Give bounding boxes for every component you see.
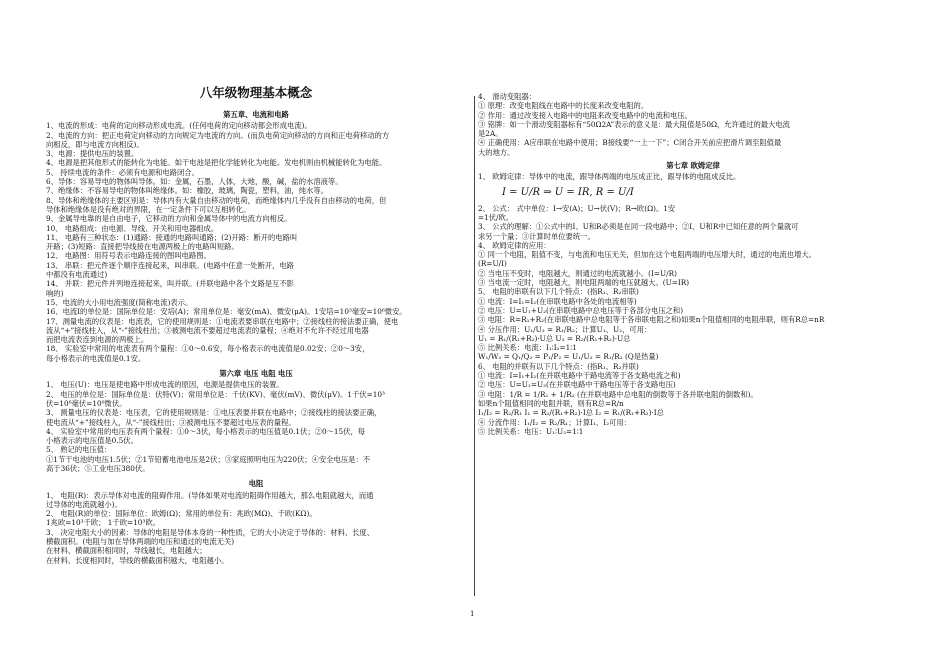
text-line: 7、绝缘体：不容易导电的物体叫绝缘体。如：橡胶，玻璃，陶瓷，塑料，油，纯水等。: [46, 186, 328, 196]
text-line: 3、 决定电阻大小的因素：导体的电阻是导体本身的一种性质，它的大小决定于导体的：材料、长度、: [46, 527, 375, 537]
text-line: 6、 电阻的并联有以下几个特点：(指R₁、R₂并联): [478, 361, 639, 371]
text-line: ③ 电阻：R=R₁+R₂(在串联电路中总电阻等于各串联电阻之和)如果n个阻值相同的电阻串联，则有R总=nR: [478, 315, 825, 325]
text-line: 1、电流的形成：电荷的定向移动形成电流。(任何电荷的定向移动都会形成电流)。: [46, 121, 312, 131]
text-line: I₁/I₂ = R₂/R₁ I₁ = R₂/(R₁+R₂)·I总 I₂ = R₁/(R₁+R₂)·I总: [478, 408, 664, 418]
left-column: [46, 86, 466, 565]
text-line: W₁/W₂ = Q₁/Q₂ = P₁/P₂ = U₁/U₂ = R₁/R₂ (Q是热量): [478, 352, 659, 362]
text-line: ③ 铭牌：如一个滑动变阻器标有“50Ω2A”表示的意义是：最大阻值是50Ω，允许通过的最大电流: [478, 119, 790, 129]
text-line: 8、导体和绝缘体的主要区别是：导体内有大量自由移动的电荷，而绝缘体内几乎没有自由移动的电荷，但: [46, 195, 387, 205]
text-line: ① 同一个电阻，阻值不变，与电流和电压无关，但加在这个电阻两端的电压增大时，通过的电流也增大。: [478, 250, 816, 260]
text-line: ④ 分压作用：U₁/U₂ = R₁/R₂；计算U₁、U₂，可用：: [478, 324, 652, 334]
text-line: 6、导体：容易导电的物体叫导体。如：金属，石墨，人体，大地，酸，碱，盐的水溶液等。: [46, 177, 343, 187]
resistance-heading: 电阻: [248, 479, 264, 489]
text-line: 5、 熟记的电压值：: [46, 445, 112, 455]
chapter-5-heading: 第五章、电流和电路: [223, 110, 289, 119]
text-line: 2、电流的方向：把正电荷定向移动的方向规定为电流的方向。(而负电荷定向移动的方向和正电荷移动的方: [46, 130, 390, 140]
chapter-6-body: [46, 380, 466, 473]
text-line: 伏=10⁶毫伏=10⁹微伏。: [46, 398, 127, 408]
text-line: 11、 电路有三种状态：(1)通路：接通的电路叫通路；(2)开路：断开的电路叫: [46, 232, 298, 242]
text-line: 4、 滑动变阻器：: [478, 92, 537, 101]
chapter-5-body: [46, 121, 466, 363]
text-line: ③ 当电流一定时，电阻越大，则电阻两端的电压就越大。(U=IR): [478, 278, 690, 288]
text-line: ④ 分流作用：I₁/I₂ = R₂/R₁；计算I₁、I₂可用：: [478, 417, 631, 427]
text-line: 2、 公式： 式中单位：I→安(A)；U→伏(V)；R→欧(Ω)。1安: [478, 203, 676, 213]
text-line: 14、 并联：把元件并列地连接起来，叫并联。(并联电路中各个支路是互不影: [46, 279, 294, 289]
text-line: 15、电流的大小用电流强度(简称电流)表示。: [46, 297, 193, 307]
text-line: 18、 实验室中常用的电流表有两个量程：①0～0.6安，每小格表示的电流值是0.02安；②0～3安，: [46, 344, 370, 354]
text-line: 5、 电阻的串联有以下几个特点：(指R₁、R₂串联): [478, 287, 639, 297]
text-line: 1兆欧=10³千欧； 1千欧=10³欧。: [46, 518, 160, 528]
text-line: ⑤ 比例关系：电压：U₁∶U₂=1∶1: [478, 426, 584, 436]
text-line: 小格表示的电压值是0.5伏。: [46, 436, 138, 446]
text-line: (R=U/I): [478, 259, 507, 269]
text-line: 4、 实验室中常用的电压表有两个量程：①0～3伏，每小格表示的电压值是0.1伏；②0～15伏，每: [46, 426, 366, 436]
ohm-law-statement: [478, 172, 908, 181]
text-line: 使电流从“+”接线柱入，从“-”接线柱出；③被测电压不要超过电压表的量程。: [46, 417, 296, 427]
text-line: ③ 电阻：1/R = 1/R₁ + 1/R₂ (在并联电路中总电阻的倒数等于各并联电阻的倒数和)。: [478, 389, 758, 399]
document-title: 八年级物理基本概念: [199, 85, 313, 100]
text-line: 横截面积。(电阻与加在导体两端的电压和通过的电流无关): [46, 537, 235, 547]
text-line: 5、 持续电流的条件：必须有电源和电路闭合。: [46, 167, 199, 177]
text-line: 16、电流I的单位是：国际单位是：安培(A)；常用单位是：毫安(mA)、微安(μA)。1安培=10³毫安=10⁶微安。: [46, 307, 407, 317]
text-line: 在材料、长度相同时，导线的横截面积越大，电阻越小。: [46, 555, 229, 565]
text-line: 而把电流表连到电源的两极上。: [46, 335, 149, 345]
text-line: 过导体的电流就越小)。: [46, 499, 122, 509]
text-line: 13、 串联：把元件逐个顺序连接起来，叫串联。(电路中任意一处断开，电路: [46, 260, 294, 270]
text-line: ① 原理：改变电阻线在电路中的长度来改变电阻的。: [478, 101, 649, 111]
text-line: 响的): [46, 288, 64, 298]
ohm-law-body: [478, 204, 908, 436]
text-line: 如果n个阻值相同的电阻并联，则有R总=R/n: [478, 398, 624, 408]
text-line: 1、 电压(U)：电压是使电路中形成电流的原因，电源是提供电压的装置。: [46, 380, 284, 390]
right-column: [478, 92, 908, 436]
chapter-7-heading: 第七章 欧姆定律: [666, 161, 720, 171]
text-line: =1伏/欧。: [478, 212, 514, 222]
text-line: U₁ = R₁/(R₁+R₂)·U总 U₂ = R₂/(R₁+R₂)·U总: [478, 333, 631, 343]
text-line: ② 当电压不变时，电阻越大，则通过的电流就越小。(I=U/R): [478, 268, 677, 278]
text-line: ② 电压：U=U₁+U₂(在串联电路中总电压等于各部分电压之和): [478, 305, 684, 315]
text-line: 4、电源是把其他形式的能转化为电能。如干电池是把化学能转化为电能。发电机则由机械能转化为电能。: [46, 158, 387, 168]
text-line: 3、 公式的理解：①公式中的I、U和R必须是在同一段电路中；②I、U和R中已知任意的两个量就可: [478, 222, 799, 232]
text-line: 高于36伏；⑤工业电压380伏。: [46, 463, 150, 473]
text-line: 是2A。: [478, 129, 503, 139]
text-line: 在材料、横截面积相同时，导线越长，电阻越大；: [46, 546, 207, 556]
text-line: 每小格表示的电流值是0.1安。: [46, 353, 146, 363]
ohm-law-formula: I = U/R ⇒ U = IR, R = U/I: [502, 186, 634, 198]
text-line: 12、 电路图：用符号表示电路连接的图叫电路图。: [46, 251, 211, 261]
text-line: 开路；(3)短路：直接把导线接在电源两极上的电路叫短路。: [46, 242, 239, 252]
text-line: ①1节干电池的电压1.5伏；②1节铅蓄电池电压是2伏；③家庭照明电压为220伏；④安全电压是：不: [46, 454, 371, 464]
chapter-6-heading: 第六章 电压 电阻 电压: [219, 369, 293, 379]
text-line: ② 作用：通过改变接入电路中的电阻来改变电路中的电流和电压。: [478, 110, 692, 120]
text-line: 9、金属导电靠的是自由电子，它移动的方向和金属导体中的电流方向相反。: [46, 214, 292, 224]
column-divider: [474, 96, 475, 596]
text-line: 10、 电路组成：由电源、导线、开关和用电器组成。: [46, 223, 219, 233]
page-number: 1: [470, 610, 475, 618]
text-line: ② 电压：U=U₁=U₂(在并联电路中干路电压等于各支路电压): [478, 380, 676, 390]
text-line: ① 电流：I=I₁=I₂(在串联电路中各处的电流相等): [478, 296, 637, 306]
text-line: 1、 电阻(R)：表示导体对电流的阻碍作用。(导体如果对电流的阻碍作用越大，那么电阻就越大，而通: [46, 490, 374, 500]
text-line: 中都没有电流通过): [46, 270, 108, 280]
resistance-body: [46, 491, 466, 565]
text-line: 大的地方。: [478, 147, 515, 157]
text-line: 向相反，即与电流方向相反)。: [46, 139, 144, 149]
text-line: 3、电源：提供电压的装置。: [46, 149, 139, 159]
text-line: ⑤ 比例关系：电流：I₁∶I₂=1∶1: [478, 343, 577, 353]
rheostat-section: [478, 92, 908, 157]
text-line: 17、测量电流的仪表是：电流表，它的使用规则是：①电流表要串联在电路中；②接线柱的接法要正确，使电: [46, 316, 399, 326]
text-line: 求另一个量；③计算时单位要统一。: [478, 231, 595, 241]
text-line: ① 电流：I=I₁+I₂(在并联电路中干路电流等于各支路电流之和): [478, 371, 681, 381]
text-line: 流从“+”接线柱入，从“-”接线柱出；③被测电流不要超过电流表的量程；④绝对不允许不经过用电器: [46, 325, 369, 335]
text-line: 1、 欧姆定律：导体中的电流，跟导体两端的电压成正比，跟导体的电阻成反比。: [478, 172, 741, 182]
text-line: 导体和绝缘体是没有绝对的界限，在一定条件下可以互相转化。: [46, 204, 251, 214]
text-line: 2、 电阻(R)的单位：国际单位：欧姆(Ω)；常用的单位有：兆欧(MΩ)、千欧(KΩ)。: [46, 509, 317, 519]
text-line: 3、 测量电压的仪表是：电压表，它的使用规则是：①电压表要并联在电路中；②接线柱的接法要正确，: [46, 408, 382, 418]
text-line: ④ 正确使用：A应串联在电路中使用；B接线要“一上一下”；C闭合开关前应把滑片调至阻值最: [478, 138, 782, 148]
text-line: 2、 电压的单位是：国际单位是：伏特(V)；常用单位是：千伏(KV)、毫伏(mV)、微伏(μV)。1千伏=10³: [46, 389, 385, 399]
text-line: 4、 欧姆定律的应用：: [478, 240, 551, 250]
